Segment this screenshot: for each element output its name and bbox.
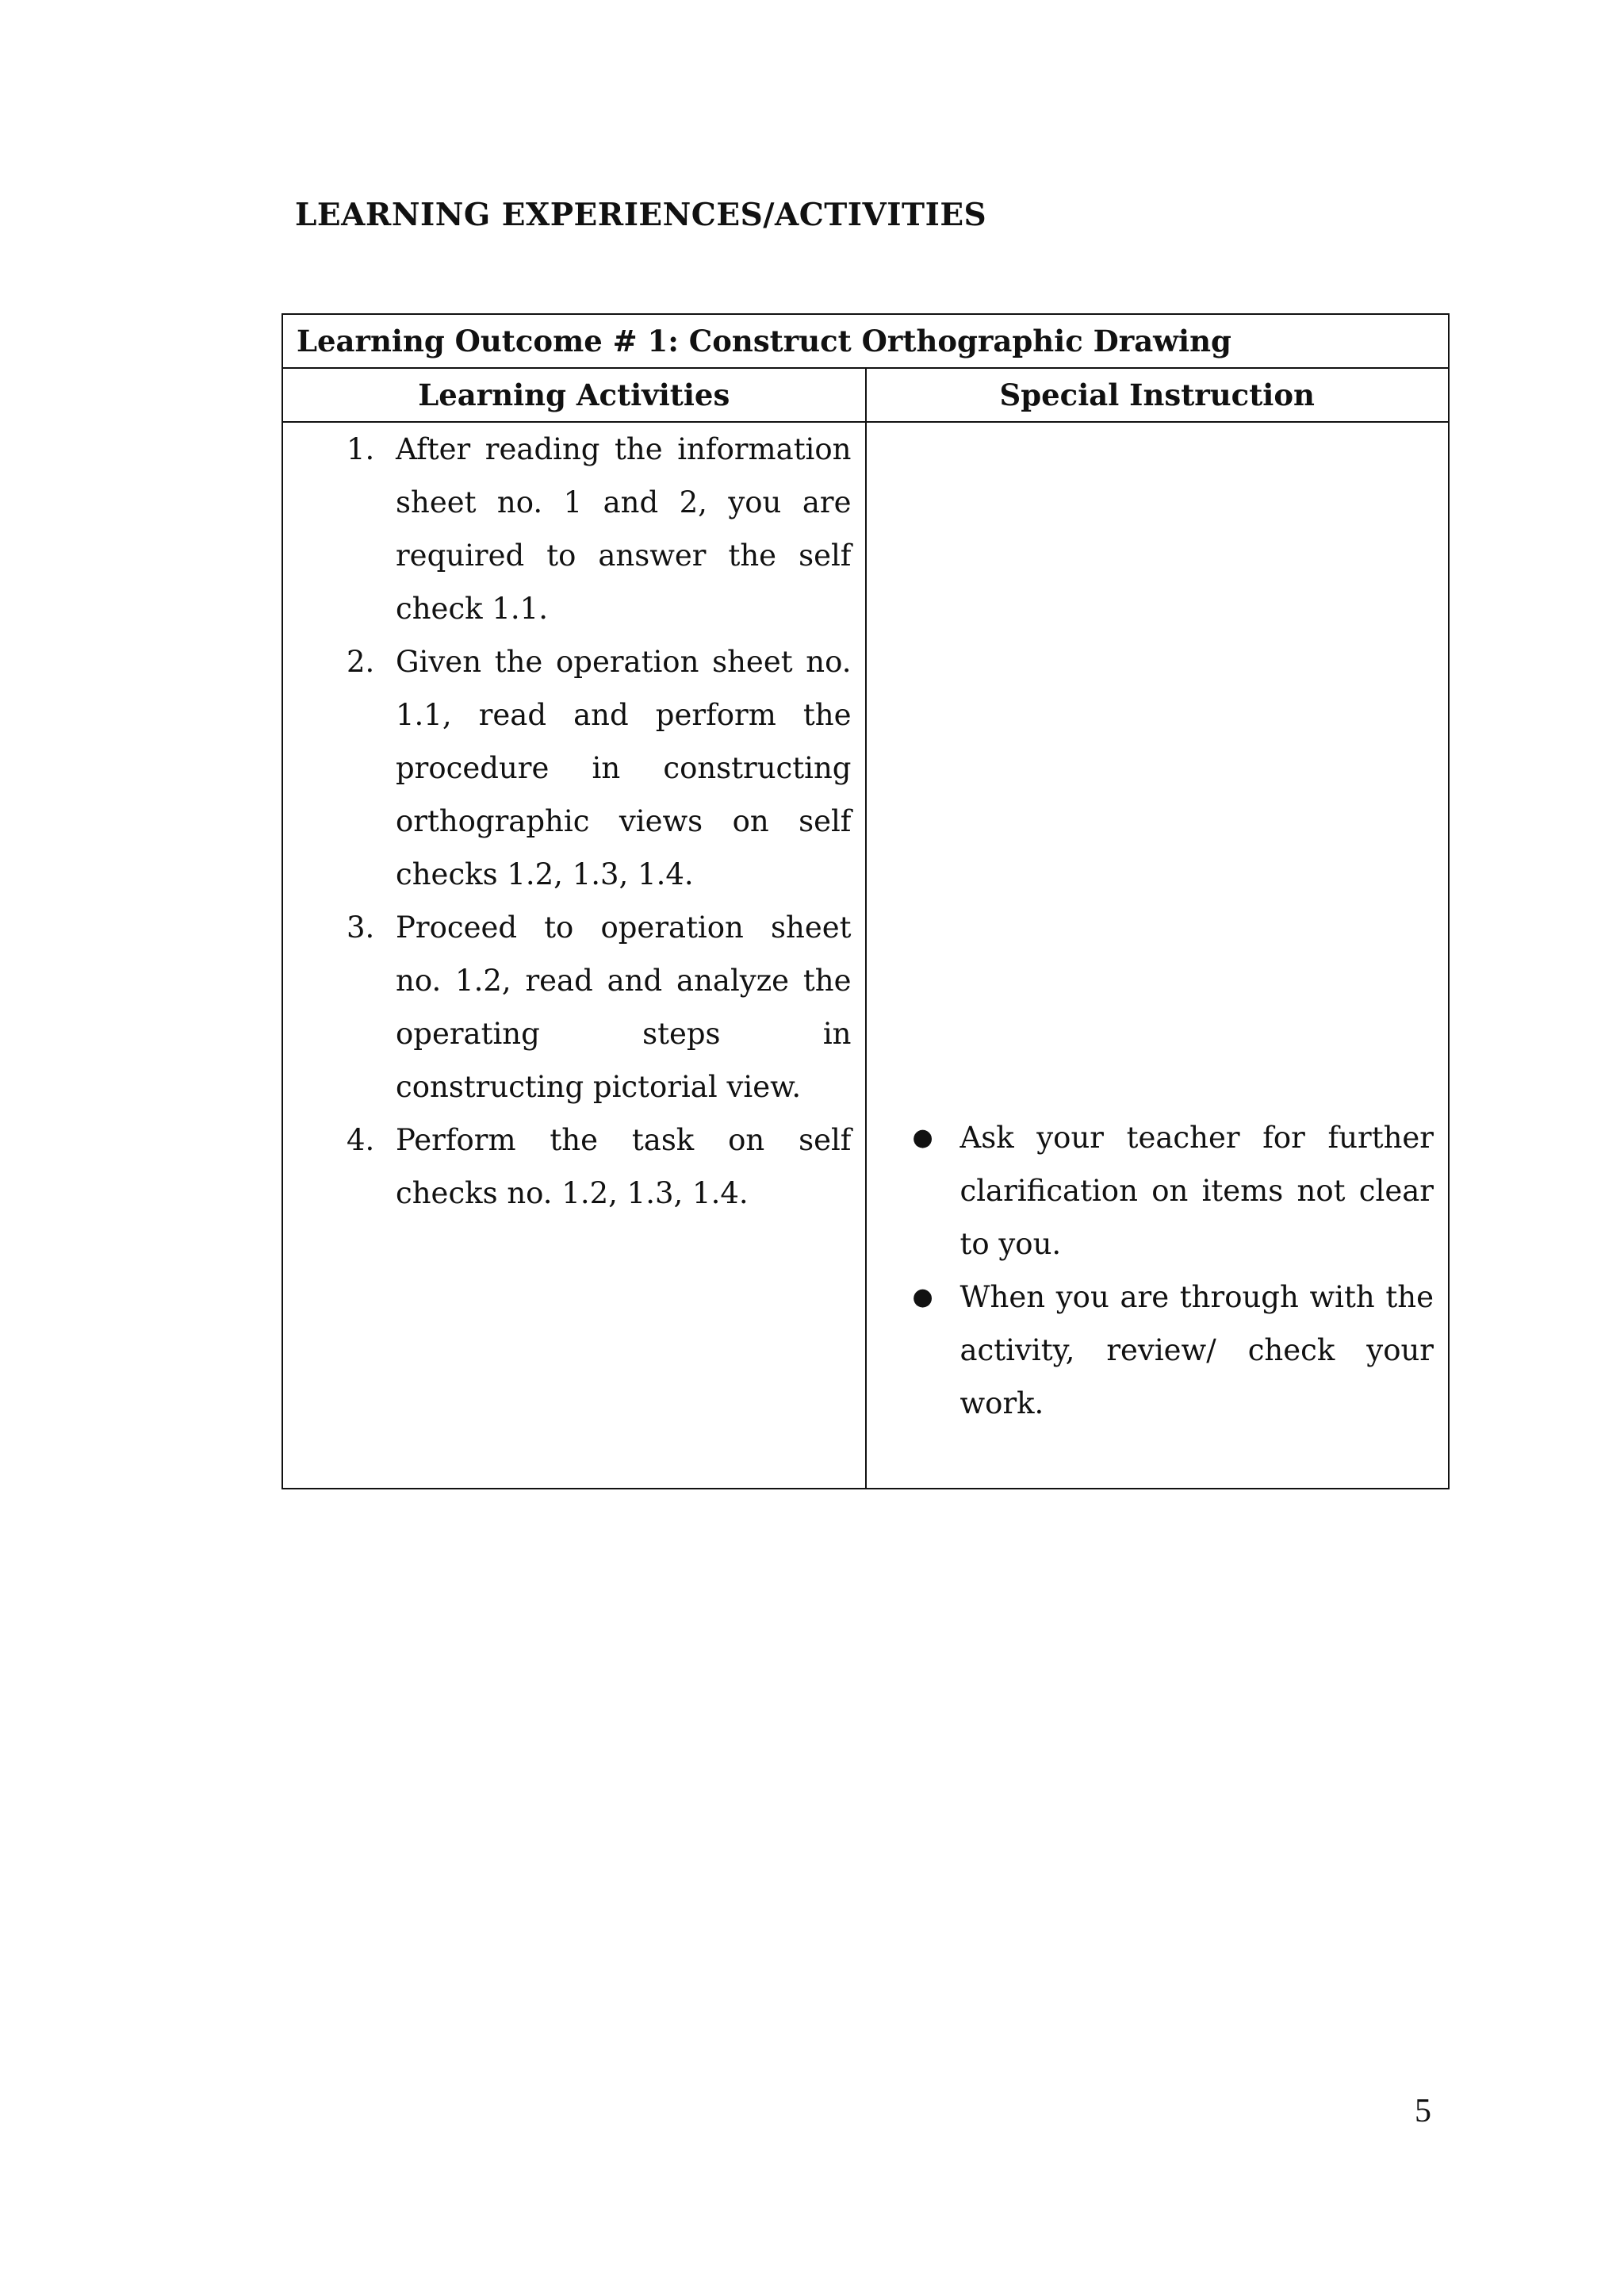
bullet-icon: ●: [912, 1124, 933, 1152]
activity-text: After reading the information sheet no. 1 and 2, you are required to answer the self check 1.1.: [396, 432, 852, 626]
instruction-text: Ask your teacher for further clarification on items not clear to you.: [959, 1121, 1434, 1261]
page-number: 5: [1415, 2093, 1431, 2129]
learning-outcome-title: Learning Outcome # 1: Construct Orthographic Drawing: [282, 314, 1449, 368]
special-instruction-cell: [866, 422, 1450, 1489]
column-header-special-instruction: Special Instruction: [866, 368, 1450, 422]
content-row: [282, 422, 1449, 1489]
activities-list: [283, 423, 865, 1220]
instructions-list: [867, 423, 1449, 1430]
activity-number: 1.: [347, 432, 375, 466]
column-header-learning-activities: Learning Activities: [282, 368, 866, 422]
activity-text: Given the operation sheet no. 1.1, read and perform the procedure in constructing orthographic views on self checks 1.2, 1.3, 1.4.: [396, 645, 852, 891]
activity-text: Perform the task on self checks no. 1.2, 1.3, 1.4.: [396, 1123, 852, 1210]
instruction-item: [867, 1271, 1449, 1430]
section-heading: LEARNING EXPERIENCES/ACTIVITIES: [295, 197, 987, 233]
activity-number: 2.: [347, 645, 375, 679]
activity-item: [283, 635, 865, 901]
activity-number: 4.: [347, 1123, 375, 1157]
activity-number: 3.: [347, 910, 375, 945]
bullet-icon: ●: [912, 1283, 933, 1311]
learning-activities-cell: [282, 422, 866, 1489]
activity-item: [283, 423, 865, 635]
instruction-text: When you are through with the activity, review/ check your work.: [959, 1280, 1434, 1420]
instruction-item: [867, 1111, 1449, 1271]
activity-text: Proceed to operation sheet no. 1.2, read and analyze the operating steps in constructing pictorial view.: [396, 910, 852, 1104]
activity-item: [283, 901, 865, 1114]
learning-outcome-table: [282, 313, 1450, 1489]
outcome-row: [282, 314, 1449, 368]
activity-item: [283, 1114, 865, 1220]
column-header-row: [282, 368, 1449, 422]
